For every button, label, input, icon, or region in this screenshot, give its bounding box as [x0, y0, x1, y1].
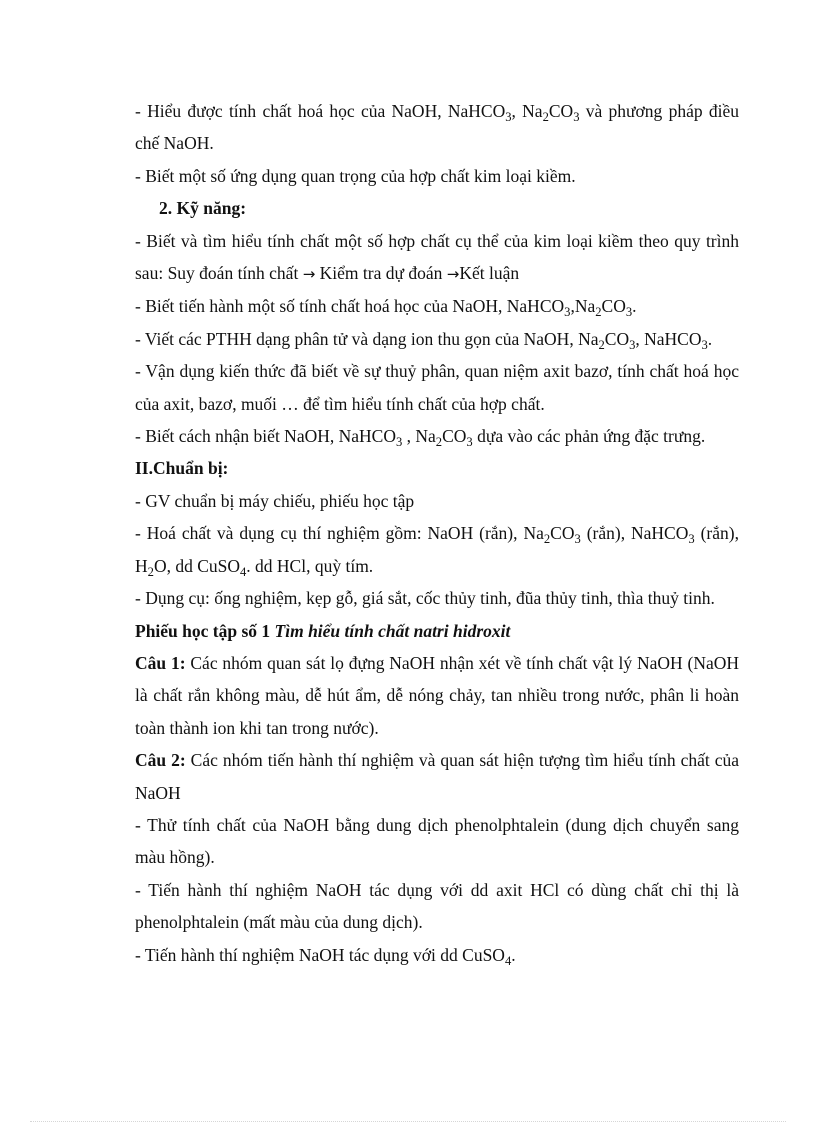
- text-run: - Biết cách nhận biết NaOH, NaHCO: [135, 426, 396, 447]
- text-run: II.Chuẩn bị:: [135, 458, 229, 479]
- text-run: .: [511, 944, 516, 965]
- subscript: 4: [240, 564, 247, 579]
- text-run: Câu 2:: [135, 750, 186, 771]
- text-run: - Biết tiến hành một số tính chất hoá học của NaOH, NaHCO: [135, 296, 565, 317]
- text-run: và phương pháp điều chế NaOH.: [135, 101, 740, 154]
- subscript: 4: [504, 953, 512, 968]
- subscript: 2: [595, 305, 602, 320]
- subscript: 3: [573, 110, 580, 125]
- arrow-icon: →: [446, 265, 460, 284]
- text-run: - Biết một số ứng dụng quan trọng của hợp chất kim loại kiềm.: [135, 165, 576, 186]
- text-run: Kiểm tra dự đoán: [315, 263, 447, 284]
- arrow-icon: →: [302, 265, 316, 284]
- text-run: - Tiến hành thí nghiệm NaOH tác dụng với dd axit HCl có dùng chất chỉ thị là phenolphtalein (mất màu của dung dịch).: [135, 879, 739, 933]
- text-run: - Hiểu được tính chất hoá học của NaOH, NaHCO: [135, 101, 506, 121]
- text-run: CO: [601, 296, 626, 317]
- text-run: - Tiến hành thí nghiệm NaOH tác dụng với dd CuSO: [135, 944, 505, 965]
- text-run: .: [707, 328, 713, 349]
- text-run: - Thử tính chất của NaOH bằng dung dịch phenolphtalein (dung dịch chuyển sang màu hồng).: [135, 814, 739, 868]
- body-paragraph: [135, 160, 739, 192]
- text-run: Các nhóm quan sát lọ đựng NaOH nhận xét về tính chất vật lý NaOH (NaOH là chất rắn không màu, dễ hút ẩm, dễ nóng chảy, tan nhiều trong nước, phân li hoàn toàn thành ion khi tan trong nước).: [135, 652, 739, 738]
- text-run: CO: [548, 101, 574, 121]
- text-run: O, dd CuSO: [153, 555, 240, 576]
- text-run: CO: [550, 523, 575, 544]
- body-paragraph: [135, 225, 739, 291]
- body-paragraph: [135, 809, 739, 874]
- text-run: , Na: [402, 426, 436, 447]
- text-run: CO: [442, 426, 467, 447]
- body-paragraph: [135, 517, 739, 582]
- body-paragraph: [135, 744, 739, 809]
- subscript: 3: [505, 110, 512, 125]
- text-run: - Dụng cụ: ống nghiệm, kẹp gỗ, giá sắt, cốc thủy tinh, đũa thủy tinh, thìa thuỷ tinh.: [135, 588, 715, 609]
- text-run: , NaHCO: [635, 328, 702, 349]
- text-run: - Vận dụng kiến thức đã biết về sự thuỷ phân, quan niệm axit bazơ, tính chất hoá học của axit, bazơ, muối … để tìm hiểu tính chất của hợp chất.: [135, 361, 739, 414]
- body-paragraph: [135, 355, 739, 420]
- text-run: .: [632, 296, 637, 317]
- body-paragraph: [135, 647, 739, 744]
- body-paragraph: [135, 420, 739, 452]
- section-heading: [135, 452, 739, 484]
- text-run: Kết luận: [459, 263, 520, 284]
- text-run: - Viết các PTHH dạng phân tử và dạng ion thu gọn của NaOH, Na: [135, 328, 599, 349]
- body-paragraph: [135, 323, 739, 355]
- text-run: . dd HCl, quỳ tím.: [246, 555, 374, 576]
- section-heading: [135, 192, 739, 224]
- body-paragraph: [135, 485, 739, 517]
- text-run: - Hoá chất và dụng cụ thí nghiệm gồm: NaOH (rắn), Na: [135, 523, 544, 544]
- text-run: Phiếu học tập số 1: [135, 620, 275, 641]
- subscript: 2: [543, 532, 551, 547]
- body-paragraph: [135, 874, 739, 939]
- text-run: 2. Kỹ năng:: [159, 198, 247, 219]
- body-paragraph: [135, 95, 739, 160]
- subscript: 3: [701, 337, 708, 352]
- text-run: CO: [604, 328, 630, 349]
- page-bottom-divider: [30, 1121, 786, 1122]
- subscript: 3: [688, 532, 695, 547]
- text-run: , Na: [511, 101, 543, 121]
- text-run: Tìm hiểu tính chất natri hidroxit: [274, 620, 511, 641]
- subscript: 3: [574, 532, 581, 547]
- body-paragraph: [135, 582, 739, 614]
- subscript: 3: [564, 305, 571, 320]
- text-run: dựa vào các phản ứng đặc trưng.: [472, 426, 706, 447]
- text-run: (rắn), NaHCO: [580, 523, 689, 544]
- subscript: 3: [395, 435, 403, 450]
- subscript: 2: [435, 435, 443, 450]
- subscript: 2: [542, 110, 549, 125]
- subscript: 3: [466, 435, 473, 450]
- body-paragraph: [135, 939, 739, 971]
- subscript: 3: [625, 305, 633, 320]
- section-heading: [135, 615, 739, 647]
- subscript: 2: [147, 564, 154, 579]
- text-run: - GV chuẩn bị máy chiếu, phiếu học tập: [135, 490, 415, 511]
- subscript: 3: [629, 337, 636, 352]
- text-run: Câu 1:: [135, 652, 186, 673]
- text-run: Các nhóm tiến hành thí nghiệm và quan sát hiện tượng tìm hiểu tính chất của NaOH: [135, 750, 739, 803]
- text-run: ,Na: [570, 296, 596, 317]
- subscript: 2: [598, 337, 605, 352]
- text-run: (rắn), H: [135, 523, 739, 576]
- text-run: - Biết và tìm hiểu tính chất một số hợp chất cụ thể của kim loại kiềm theo quy trình sau: Suy đoán tính chất: [135, 230, 739, 284]
- document-page: [135, 95, 739, 971]
- body-paragraph: [135, 290, 739, 322]
